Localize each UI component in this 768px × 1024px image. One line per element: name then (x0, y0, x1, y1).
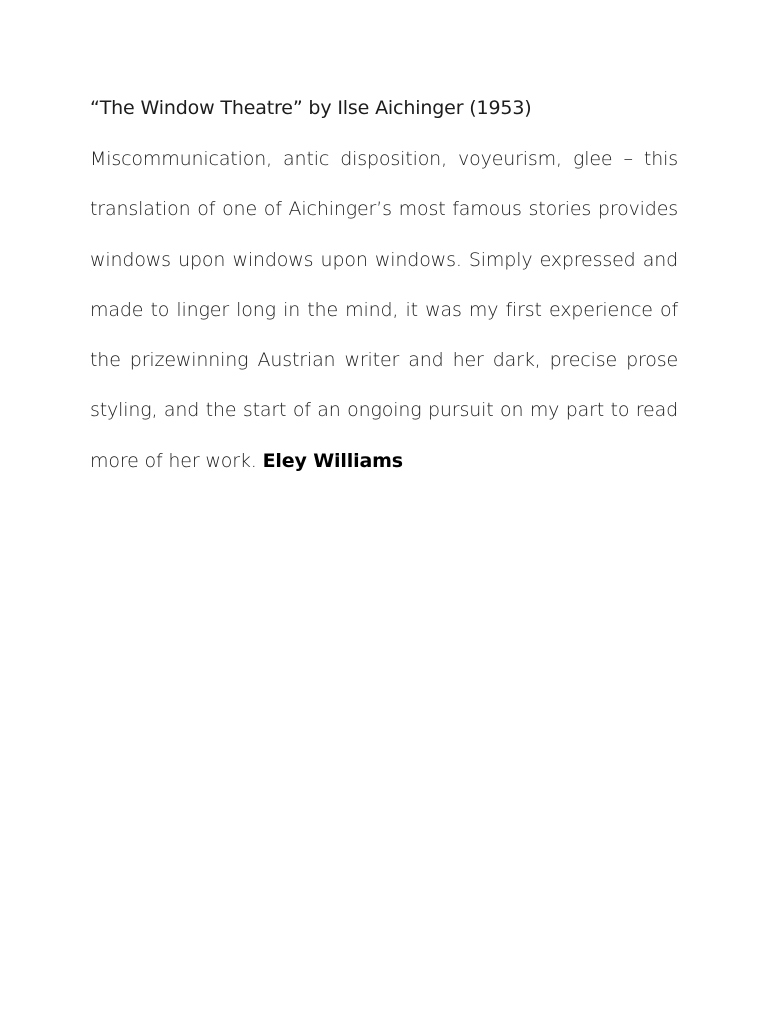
document-content (90, 88, 678, 486)
document-paragraph (90, 134, 678, 486)
author-name: Eley Williams (262, 449, 403, 472)
paragraph-text: Miscommunication, antic disposition, voyeurism, glee – this translation of one of Aichinger’s most famous stories provides windows upon windows upon windows. Simply expressed and made to linger long in the mind, it was my first experience of the prizewinning Austrian writer and her dark, precise prose styling, and the start of an ongoing pursuit on my part to read more of her work. (90, 148, 678, 472)
document-heading: “The Window Theatre” by Ilse Aichinger (1953) (90, 97, 532, 119)
